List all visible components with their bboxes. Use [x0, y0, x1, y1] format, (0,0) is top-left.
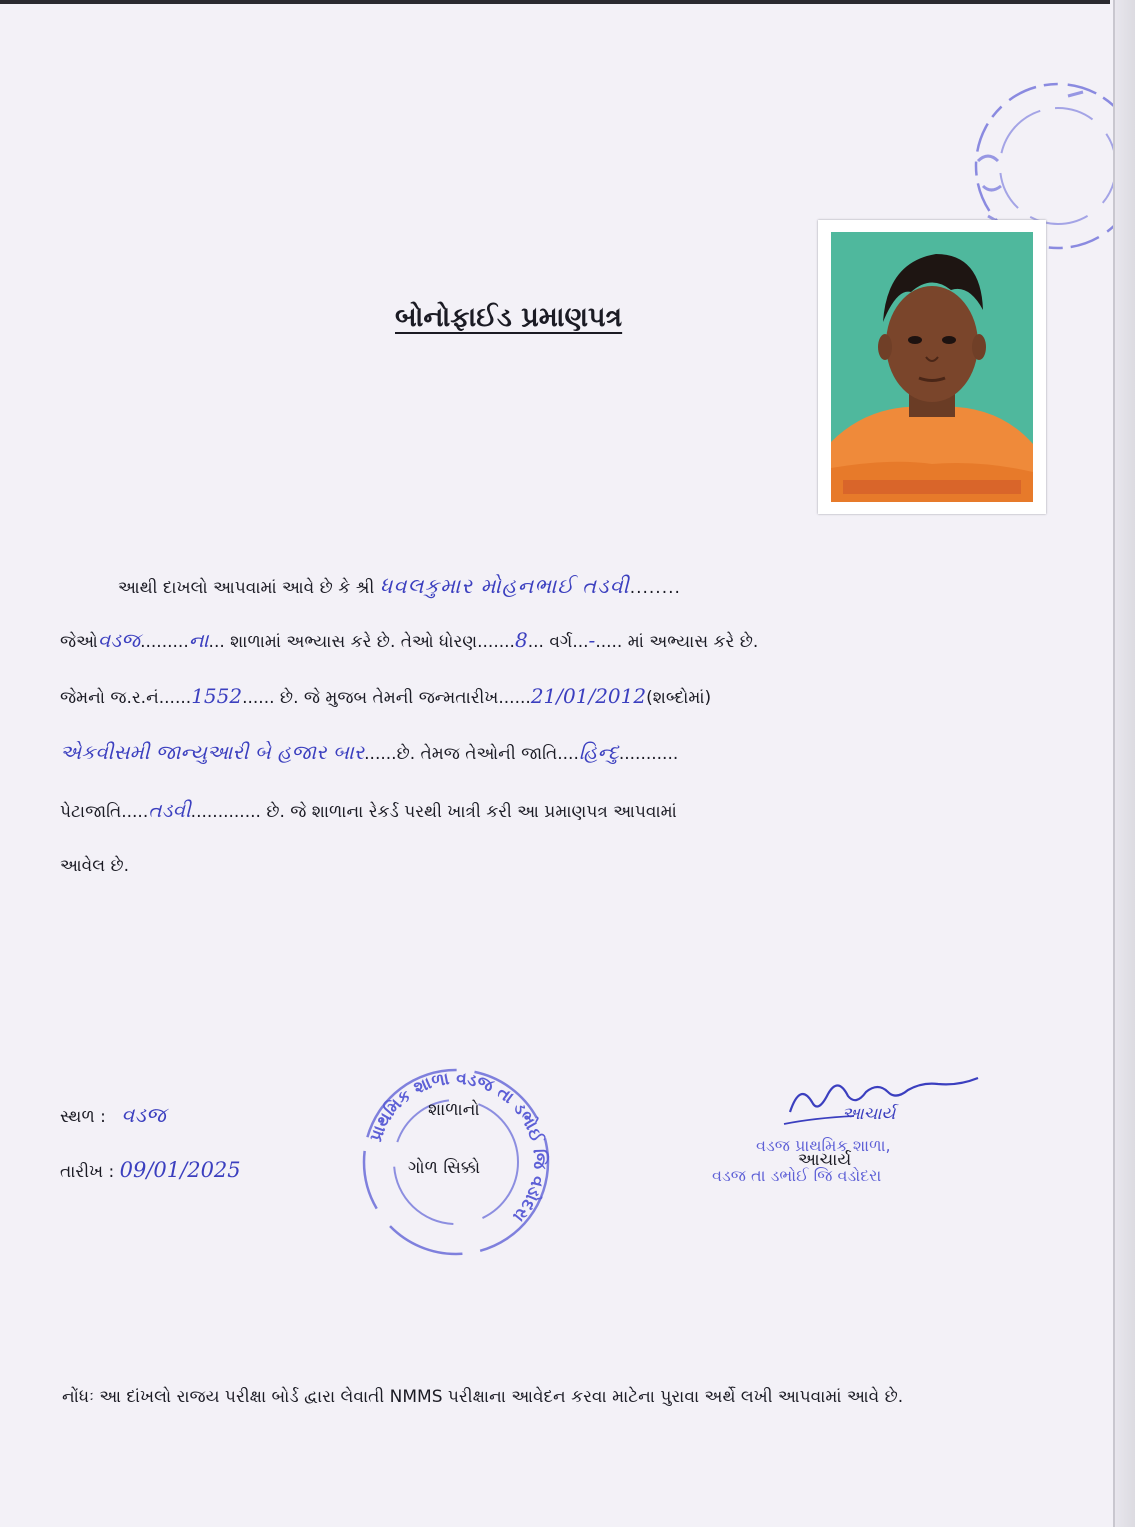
document-title: બોનોફાઈડ પ્રમાણપત્ર — [395, 302, 623, 333]
line2-prefix: જેઓ — [60, 632, 98, 652]
principal-stamp-line1: વડજ પ્રાથમિક શાળા, — [756, 1136, 891, 1155]
body-line-4: એકવીસમી જાન્યુઆરી બે હજાર બાર......છે. તેમજ તેઓની જાતિ....હિન્દુ........... — [60, 740, 679, 764]
line5-prefix: પેટાજાતિ — [60, 802, 122, 822]
line1-prefix: આથી દાખલો આપવામાં આવે છે કે શ્રી — [118, 578, 375, 598]
place-row — [60, 1103, 166, 1128]
signature-text: આચાર્ય — [842, 1104, 896, 1124]
line2-end: માં અભ્યાસ કરે છે. — [627, 632, 759, 652]
school-name: વડજ — [97, 628, 141, 652]
body-line-1 — [118, 574, 681, 599]
standard-value: 8 — [514, 628, 528, 652]
body-line-3: જેમનો જ.ર.નં......1552...... છે. જે મુજબ તેમની જન્મતારીખ......21/01/2012(શબ્દોમાં) — [60, 684, 712, 708]
line3-end: (શબ્દોમાં) — [646, 688, 712, 708]
body-line-2: જેઓવડજ.........ના... શાળામાં અભ્યાસ કરે છે. તેઓ ધોરણ.......8... વર્ગ...-..... માં અભ્યાસ કરે છે. — [60, 628, 759, 652]
place-label: સ્થળ : — [60, 1107, 106, 1127]
line5-end: છે. જે શાળાના રેકર્ડ પરથી ખાત્રી કરી આ પ્રમાણપત્ર આપવામાં — [266, 802, 677, 822]
student-photo-image — [831, 232, 1033, 502]
page-edge — [1113, 0, 1135, 1527]
line3-prefix: જેમનો જ.ર.નં. — [60, 688, 165, 708]
body-line-5: પેટાજાતિ.....તડવી............. છે. જે શાળાના રેકર્ડ પરથી ખાત્રી કરી આ પ્રમાણપત્ર આપવામાં — [60, 798, 677, 822]
line3-mid: છે. જે મુજબ તેમની જન્મતારીખ — [279, 688, 499, 708]
birth-date-words: એકવીસમી જાન્યુઆરી બે હજાર બાર — [60, 740, 365, 764]
place-value: વડજ — [121, 1103, 166, 1127]
date-label: તારીખ : — [60, 1162, 115, 1182]
birth-date: 21/01/2012 — [530, 684, 647, 708]
principal-label: આચાર્ય — [798, 1150, 852, 1170]
date-row — [60, 1158, 241, 1182]
school-name-suffix: ના — [188, 628, 209, 652]
caste-value: હિન્દુ — [578, 740, 619, 764]
division-value: - — [588, 628, 596, 652]
student-photo — [818, 220, 1046, 514]
seal-ring-text: પ્રાથમિક શાળા વડજ તા ડભોઈ જિ વડોદરા — [365, 1068, 550, 1226]
body-line-6: આવેલ છે. — [60, 856, 130, 876]
school-stamp-label: શાળાનો — [428, 1100, 480, 1120]
footer-note: નોંધઃ આ દાંખલો રાજય પરીક્ષા બોર્ડ દ્વારા લેવાતી NMMS પરીક્ષાના આવેદન કરવા માટેના પુરાવા અર્થે લખી આપવામાં આવે છે. — [62, 1387, 904, 1407]
top-border-line — [0, 0, 1110, 4]
round-seal-label: ગોળ સિક્કો — [408, 1158, 481, 1178]
student-name: ધવલકુમાર મોહનભાઈ તડવી — [379, 574, 630, 598]
date-value: 09/01/2025 — [119, 1158, 241, 1182]
principal-stamp-line2: વડજ તા ડભોઈ જિ વડોદરા — [712, 1166, 882, 1185]
line4-mid: છે. તેમજ તેઓની જાતિ — [396, 744, 558, 764]
line1-dots: ધવલકુમાર મોહનભાઈ તડવી........ — [379, 574, 681, 598]
subcaste-value: તડવી — [148, 798, 191, 822]
line2-class: વર્ગ — [549, 632, 573, 652]
register-number: 1552 — [191, 684, 243, 708]
line2-mid: શાળામાં અભ્યાસ કરે છે. તેઓ ધોરણ — [230, 632, 478, 652]
